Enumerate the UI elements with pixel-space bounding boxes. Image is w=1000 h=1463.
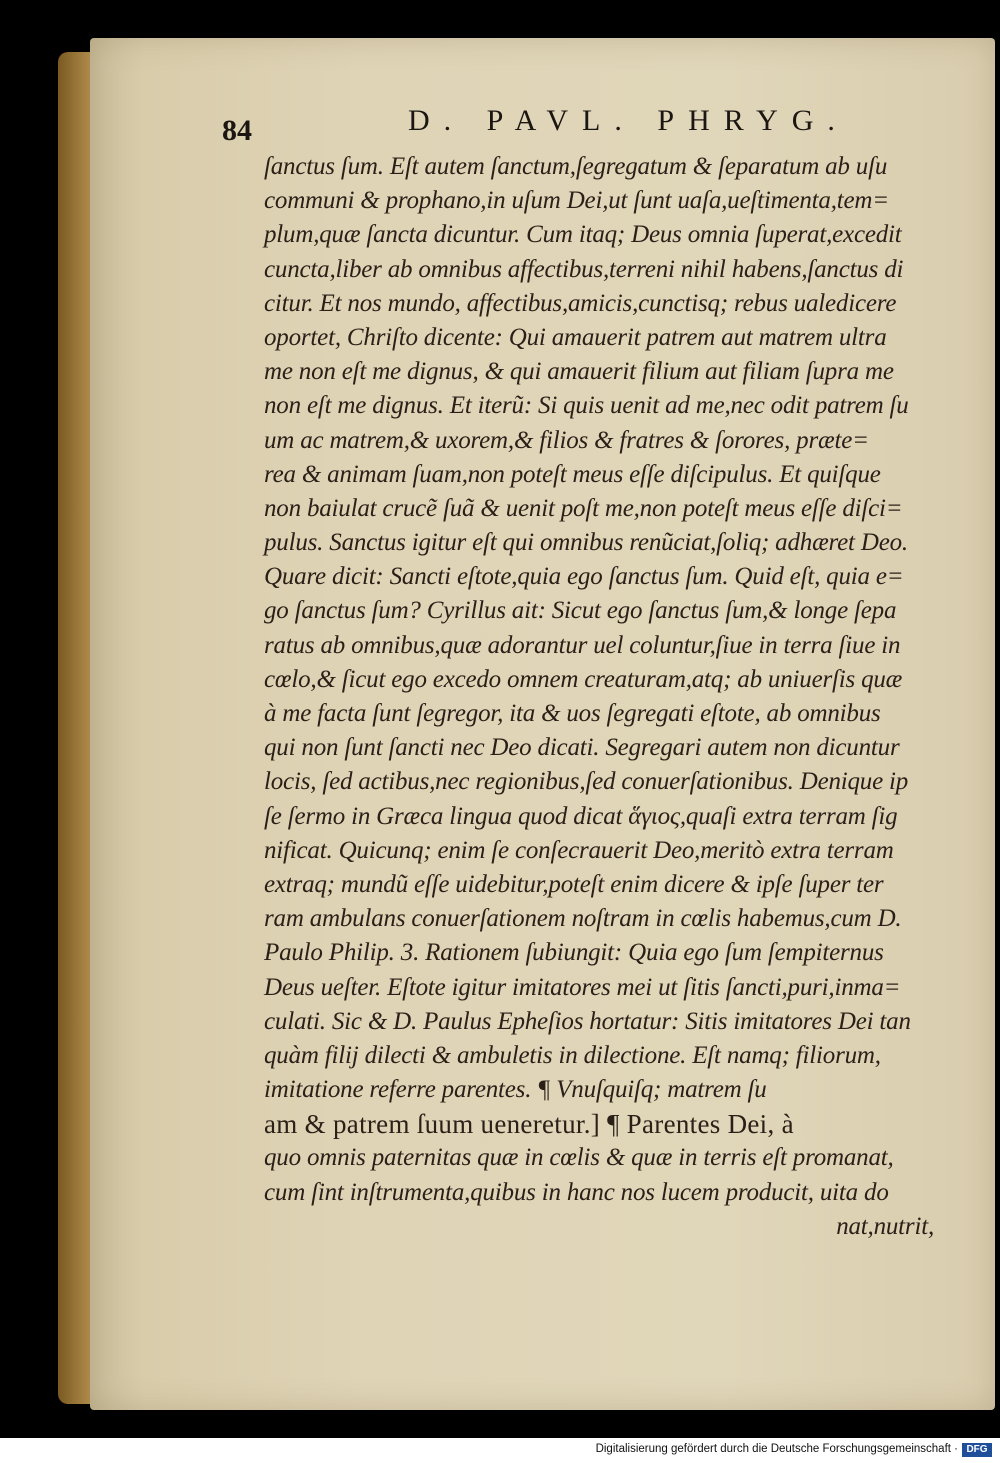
text-line: nat,nutrit, xyxy=(836,1212,934,1240)
body-text xyxy=(264,150,934,1244)
text-line: non baiulat crucẽ ſuã & uenit poſt me,non poteſt meus eſſe diſci= xyxy=(264,494,903,522)
text-line: quo omnis paternitas quæ in cœlis & quæ in terris eſt promanat, xyxy=(264,1144,894,1172)
text-line: Quare dicit: Sancti eſtote,quia ego ſanctus ſum. Quid eſt, quia e= xyxy=(264,563,904,591)
text-line: extraq; mundũ eſſe uidebitur,poteſt enim dicere & ipſe ſuper ter xyxy=(264,870,884,898)
text-line: cum ſint inſtrumenta,quibus in hanc nos lucem producit, uita do xyxy=(264,1178,889,1206)
text-line: am & patrem ſuum ueneretur.] ¶ Parentes Dei, à xyxy=(264,1109,794,1140)
text-line: ratus ab omnibus,quæ adorantur uel coluntur,ſiue in terra ſiue in xyxy=(264,631,901,659)
running-head xyxy=(0,104,1000,147)
text-line: culati. Sic & D. Paulus Epheſios hortatur: Sitis imitatores Dei tan xyxy=(264,1007,911,1035)
text-line: nificat. Quicunq; enim ſe conſecrauerit Deo,meritò extra terram xyxy=(264,836,894,864)
text-line: communi & prophano,in uſum Dei,ut ſunt uaſa,ueſtimenta,tem= xyxy=(264,187,889,215)
text-line: quàm filij dilecti & ambuletis in dilectione. Eſt namq; filiorum, xyxy=(264,1041,881,1069)
dfg-logo-icon[interactable]: DFG xyxy=(962,1443,992,1457)
text-line: rea & animam ſuam,non poteſt meus eſſe diſcipulus. Et quiſque xyxy=(264,460,881,488)
text-line: locis, ſed actibus,nec regionibus,ſed conuerſationibus. Denique ip xyxy=(264,768,909,796)
text-line: oportet, Chriſto dicente: Qui amauerit patrem aut matrem ultra xyxy=(264,323,887,351)
text-line: cuncta,liber ab omnibus affectibus,terreni nihil habens,ſanctus di xyxy=(264,255,904,283)
text-line: qui non ſunt ſancti nec Deo dicati. Segregari autem non dicuntur xyxy=(264,734,900,762)
text-line: imitatione referre parentes. ¶ Vnuſquiſq; matrem ſu xyxy=(264,1076,767,1104)
text-line: à me facta ſunt ſegregor, ita & uos ſegregati eſtote, ab omnibus xyxy=(264,700,881,727)
text-line: ſe ſermo in Græca lingua quod dicat ἅγιος,quaſi extra terram ſig xyxy=(264,802,898,830)
text-line: go ſanctus ſum? Cyrillus ait: Sicut ego ſanctus ſum,& longe ſepa xyxy=(264,597,897,625)
text-line: citur. Et nos mundo, affectibus,amicis,cunctisq; rebus ualedicere xyxy=(264,289,897,317)
text-line: ram ambulans conuerſationem noſtram in cœlis habemus,cum D. xyxy=(264,905,902,933)
text-line: Deus ueſter. Eſtote igitur imitatores mei ut ſitis ſancti,puri,inma= xyxy=(264,973,901,1001)
text-line: cœlo,& ſicut ego excedo omnem creaturam,atq; ab uniuerſis quæ xyxy=(264,665,903,693)
page-number: 84 xyxy=(222,114,252,147)
header-title: D. PAVL. PHRYG. xyxy=(408,104,849,137)
text-line: um ac matrem,& uxorem,& filios & fratres & ſorores, præte= xyxy=(264,426,869,454)
text-line: me non eſt me dignus, & qui amauerit filium aut filiam ſupra me xyxy=(264,358,894,386)
text-line: Paulo Philip. 3. Rationem ſubiungit: Quia ego ſum ſempiternus xyxy=(264,939,884,967)
footer-bar xyxy=(0,1438,1000,1463)
text-line: pulus. Sanctus igitur eſt qui omnibus renũciat,ſoliq; adhæret Deo. xyxy=(264,529,908,557)
text-line: non eſt me dignus. Et iterũ: Si quis uenit ad me,nec odit patrem ſu xyxy=(264,392,909,420)
funding-credit: Digitalisierung gefördert durch die Deutsche Forschungsgemeinschaft · xyxy=(595,1443,958,1455)
text-line: plum,quæ ſancta dicuntur. Cum itaq; Deus omnia ſuperat,excedit xyxy=(264,221,902,249)
text-line: ſanctus ſum. Eſt autem ſanctum,ſegregatum & ſeparatum ab uſu xyxy=(264,153,888,180)
